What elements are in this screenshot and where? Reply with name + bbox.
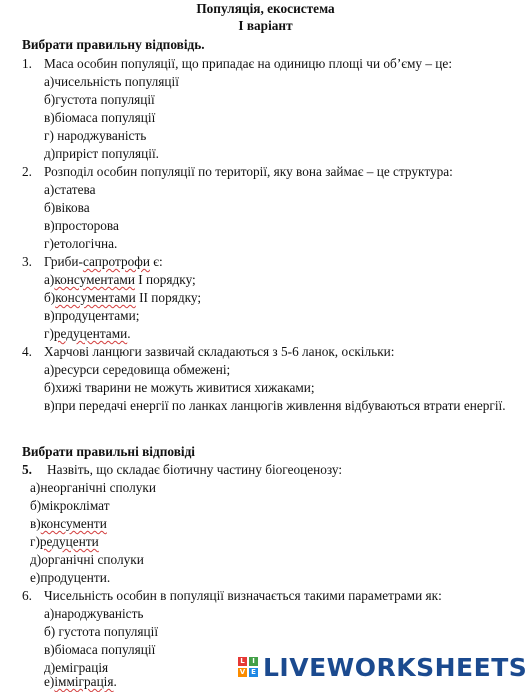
answer-option: а)чисельність популяції (44, 74, 179, 89)
question-number: 5. (22, 462, 32, 477)
answer-option (44, 289, 201, 306)
answer-option: в)просторова (44, 218, 119, 233)
answer-option (44, 271, 196, 288)
option-part: імміграція (54, 674, 114, 689)
option-part: а)неорганічні сполуки (30, 480, 156, 495)
question-number: 1. (22, 56, 32, 71)
answer-option: а)статева (44, 182, 96, 197)
question-text-part: є: (149, 254, 163, 269)
option-part: редуцентами (53, 326, 128, 341)
logo-letter: E (249, 668, 258, 677)
answer-option: б)густота популяції (44, 92, 155, 107)
logo-letter: V (239, 668, 246, 676)
option-part: в)продуцентами; (44, 308, 140, 323)
option-part: е) (44, 674, 55, 689)
question-number: 4. (22, 344, 32, 359)
liveworksheets-logo-text: LIVEWORKSHEETS (263, 652, 528, 682)
option-part: консументи (40, 516, 107, 531)
liveworksheets-logo (238, 652, 528, 682)
answer-option (30, 515, 107, 532)
answer-option: д)приріст популяції. (44, 146, 159, 161)
question-number: 2. (22, 164, 32, 179)
answer-option: г)етологічна. (44, 236, 118, 251)
answer-option (44, 641, 155, 658)
option-part: г) (44, 326, 54, 341)
option-part: е)продуценти. (30, 570, 111, 585)
answer-option: в)біомаса популяції (44, 110, 156, 125)
option-part: д)еміграція (44, 660, 109, 675)
section-heading: Вибрати правильну відповідь. (22, 37, 205, 52)
option-part: а) (44, 272, 55, 287)
question-text: Маса особин популяції, що припадає на одиницю площі чи об’єму – це: (44, 56, 453, 71)
variant-label: І варіант (238, 18, 293, 33)
option-part: . (127, 326, 131, 341)
question-text-part: Гриби- (44, 254, 83, 269)
logo-letter: I (249, 657, 258, 666)
option-part: редуценти (39, 534, 99, 549)
question-text-part: сапротрофи (82, 254, 150, 269)
question-number: 3. (22, 254, 32, 269)
option-part: І порядку; (134, 272, 196, 287)
question-text: Розподіл особин популяції по території, яку вона займає – це структура: (44, 164, 453, 179)
section-heading: Вибрати правильні відповіді (22, 444, 195, 459)
answer-option (30, 551, 144, 568)
option-part: консументами (54, 272, 135, 287)
question-text: Чисельність особин в популяції визначається такими параметрами як: (44, 588, 442, 603)
question-text (44, 253, 163, 270)
option-part: в)біомаса популяції (44, 642, 156, 657)
liveworksheets-logo-icon (238, 657, 258, 677)
answer-option: б)хижі тварини не можуть живитися хижаками; (44, 380, 315, 395)
answer-option (44, 605, 143, 622)
document-title: Популяція, екосистема (196, 1, 335, 16)
question-number: 6. (22, 588, 32, 603)
answer-option: в)при передачі енергії по ланках ланцюгів живлення відбуваються втрати енергії. (44, 398, 506, 413)
answer-option (44, 307, 139, 324)
option-part: б) (44, 290, 56, 305)
answer-option (30, 533, 99, 550)
option-part: . (113, 674, 117, 689)
answer-option: а)ресурси середовища обмежені; (44, 362, 231, 377)
answer-option: г) народжуваність (44, 128, 147, 143)
option-part: б)мікроклімат (30, 498, 110, 513)
answer-option (30, 479, 156, 496)
option-part: ІІ порядку; (135, 290, 202, 305)
question-text: Назвіть, що складає біотичну частину біогеоценозу: (47, 462, 343, 477)
answer-option (30, 569, 110, 586)
logo-letter: L (238, 657, 247, 666)
answer-option (44, 673, 117, 690)
option-part: в) (30, 516, 41, 531)
option-part: а)народжуваність (44, 606, 144, 621)
option-part: г) (30, 534, 40, 549)
answer-option (44, 325, 131, 342)
option-part: консументами (55, 290, 136, 305)
option-part: д)органічні сполуки (30, 552, 144, 567)
question-text: Харчові ланцюги зазвичай складаються з 5-6 ланок, оскільки: (44, 344, 395, 359)
option-part: б) густота популяції (44, 624, 159, 639)
answer-option (30, 497, 110, 514)
answer-option (44, 623, 158, 640)
answer-option: б)вікова (44, 200, 90, 215)
